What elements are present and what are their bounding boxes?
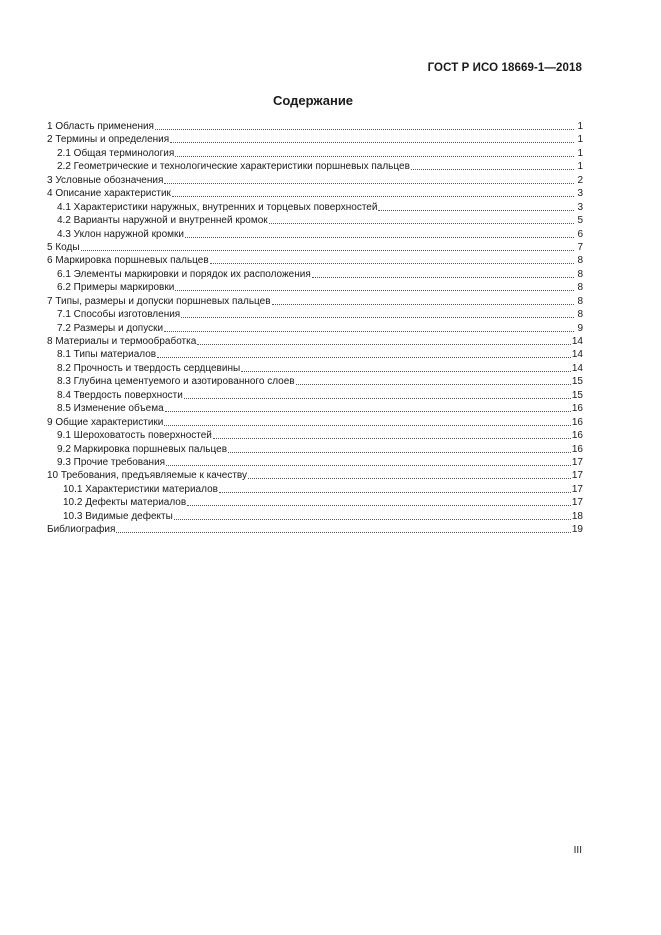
toc-entry-page: 8	[577, 268, 583, 280]
toc-entry-label: 8 Материалы и термообработка	[47, 336, 197, 347]
toc-entry-label: 9.2 Маркировка поршневых пальцев	[57, 443, 228, 455]
toc-entry[interactable]	[47, 456, 583, 469]
toc-entry-page: 19	[571, 524, 583, 536]
toc-leader-dots	[296, 375, 571, 385]
toc-entry[interactable]	[47, 241, 583, 254]
toc-leader-dots	[219, 483, 571, 493]
toc-entry-page: 16	[571, 443, 583, 455]
toc-entry-label: Библиография	[47, 524, 116, 536]
toc-leader-dots	[170, 133, 574, 143]
toc-entry[interactable]	[47, 416, 583, 429]
toc-leader-dots	[228, 443, 571, 453]
toc-entry[interactable]	[47, 389, 583, 402]
toc-entry[interactable]	[47, 214, 583, 227]
toc-entry-label: 6.2 Примеры маркировки	[57, 282, 175, 294]
toc-entry-label: 10 Требования, предъявляемые к качеству	[47, 470, 248, 482]
toc-entry-label: 7 Типы, размеры и допуски поршневых пальцев	[47, 295, 271, 307]
toc-leader-dots	[175, 281, 574, 291]
toc-entry[interactable]	[47, 160, 583, 173]
toc-entry-page: 16	[571, 416, 583, 428]
toc-leader-dots	[213, 429, 571, 439]
toc-leader-dots	[378, 201, 574, 211]
document-code: ГОСТ Р ИСО 18669-1—2018	[427, 62, 582, 74]
toc-entry-label: 7.1 Способы изготовления	[57, 309, 181, 321]
toc-entry-page: 16	[571, 403, 583, 415]
toc-entry-page: 2	[577, 174, 583, 186]
toc-entry-page: 1	[577, 121, 583, 132]
toc-entry-label: 2.1 Общая терминология	[57, 147, 175, 159]
toc-entry-label: 4 Описание характеристик	[47, 188, 171, 200]
toc-entry-label: 9.3 Прочие требования	[57, 456, 166, 468]
toc-entry[interactable]	[47, 523, 583, 536]
toc-entry[interactable]	[47, 147, 583, 160]
toc-entry-page: 17	[571, 456, 583, 468]
toc-entry[interactable]	[47, 120, 583, 133]
toc-entry-page: 17	[571, 497, 583, 509]
toc-entry-label: 3 Условные обозначения	[47, 174, 164, 186]
toc-leader-dots	[197, 335, 571, 345]
toc-entry[interactable]	[47, 510, 583, 523]
toc-leader-dots	[184, 389, 571, 399]
toc-entry-label: 8.2 Прочность и твердость сердцевины	[57, 362, 241, 374]
toc-entry-label: 1 Область применения	[47, 121, 154, 132]
toc-entry-page: 1	[577, 161, 583, 173]
toc-entry-page: 16	[571, 430, 583, 442]
toc-entry-page: 3	[577, 188, 583, 200]
toc-entry-page: 9	[577, 322, 583, 334]
toc-entry-page: 18	[571, 510, 583, 522]
toc-entry[interactable]	[47, 362, 583, 375]
toc-entry-page: 3	[577, 201, 583, 213]
toc-leader-dots	[411, 160, 574, 170]
toc-leader-dots	[172, 187, 574, 197]
toc-leader-dots	[164, 322, 574, 332]
toc-entry[interactable]	[47, 268, 583, 281]
toc-leader-dots	[116, 523, 570, 533]
toc-entry[interactable]	[47, 443, 583, 456]
toc-leader-dots	[181, 308, 574, 318]
toc-leader-dots	[175, 147, 574, 157]
toc-leader-dots	[155, 120, 574, 130]
toc-entry-page: 5	[577, 215, 583, 227]
toc-entry[interactable]	[47, 187, 583, 200]
toc-entry-page: 8	[577, 309, 583, 321]
toc-entry[interactable]	[47, 375, 583, 388]
toc-entry-page: 8	[577, 255, 583, 267]
toc-entry[interactable]	[47, 335, 583, 348]
toc-entry-label: 4.2 Варианты наружной и внутренней кромок	[57, 215, 268, 227]
toc-entry-page: 14	[571, 362, 583, 374]
toc-leader-dots	[164, 174, 574, 184]
toc-entry-label: 8.1 Типы материалов	[57, 349, 157, 361]
toc-leader-dots	[81, 241, 574, 251]
toc-entry-label: 9 Общие характеристики	[47, 416, 164, 428]
toc-entry-page: 17	[571, 483, 583, 495]
toc-entry-label: 4.1 Характеристики наружных, внутренних и торцевых поверхностей	[57, 201, 378, 213]
table-of-contents	[47, 120, 583, 537]
toc-entry-label: 6 Маркировка поршневых пальцев	[47, 255, 209, 267]
toc-entry-page: 6	[577, 228, 583, 240]
toc-entry-label: 8.5 Изменение объема	[57, 403, 164, 415]
toc-entry-page: 8	[577, 282, 583, 294]
toc-entry[interactable]	[47, 322, 583, 335]
toc-entry-page: 8	[577, 295, 583, 307]
toc-entry-label: 8.3 Глубина цементуемого и азотированного слоев	[57, 376, 295, 388]
toc-entry[interactable]	[47, 483, 583, 496]
toc-entry-label: 10.2 Дефекты материалов	[63, 497, 187, 509]
toc-entry-label: 5 Коды	[47, 241, 80, 253]
toc-entry-page: 1	[577, 147, 583, 159]
toc-leader-dots	[312, 268, 574, 278]
toc-entry[interactable]	[47, 174, 583, 187]
toc-leader-dots	[269, 214, 574, 224]
toc-entry[interactable]	[47, 228, 583, 241]
toc-entry-label: 7.2 Размеры и допуски	[57, 322, 164, 334]
toc-entry-page: 15	[571, 376, 583, 388]
toc-entry[interactable]	[47, 496, 583, 509]
toc-entry-label: 10.3 Видимые дефекты	[63, 510, 173, 522]
toc-entry-page: 1	[577, 134, 583, 146]
toc-leader-dots	[187, 496, 571, 506]
toc-entry-label: 8.4 Твердость поверхности	[57, 389, 183, 401]
toc-leader-dots	[241, 362, 571, 372]
toc-leader-dots	[164, 416, 571, 426]
toc-entry-page: 15	[571, 389, 583, 401]
toc-entry-page: 7	[577, 241, 583, 253]
toc-leader-dots	[210, 254, 574, 264]
page-title: Содержание	[272, 93, 354, 108]
toc-entry[interactable]	[47, 201, 583, 214]
toc-entry-label: 4.3 Уклон наружной кромки	[57, 228, 184, 240]
toc-entry-label: 2.2 Геометрические и технологические характеристики поршневых пальцев	[57, 161, 410, 173]
toc-entry-page: 14	[571, 349, 583, 361]
toc-entry[interactable]	[47, 429, 583, 442]
toc-leader-dots	[272, 295, 574, 305]
toc-entry[interactable]	[47, 308, 583, 321]
toc-entry-label: 9.1 Шероховатость поверхностей	[57, 430, 212, 442]
toc-entry[interactable]	[47, 281, 583, 294]
toc-leader-dots	[166, 456, 571, 466]
toc-leader-dots	[165, 402, 571, 412]
toc-entry-label: 2 Термины и определения	[47, 134, 170, 146]
toc-entry[interactable]	[47, 254, 583, 267]
toc-entry-page: 14	[571, 336, 583, 347]
toc-leader-dots	[174, 510, 571, 520]
toc-entry-page: 17	[571, 470, 583, 482]
toc-entry-label: 6.1 Элементы маркировки и порядок их расположения	[57, 268, 311, 280]
toc-leader-dots	[248, 469, 571, 479]
toc-entry-label: 10.1 Характеристики материалов	[63, 483, 218, 495]
toc-entry[interactable]	[47, 295, 583, 308]
page-number: III	[573, 845, 582, 856]
toc-leader-dots	[157, 348, 571, 358]
toc-entry[interactable]	[47, 402, 583, 415]
toc-entry[interactable]	[47, 133, 583, 146]
toc-entry[interactable]	[47, 348, 583, 361]
toc-leader-dots	[185, 228, 574, 238]
toc-entry[interactable]	[47, 469, 583, 482]
